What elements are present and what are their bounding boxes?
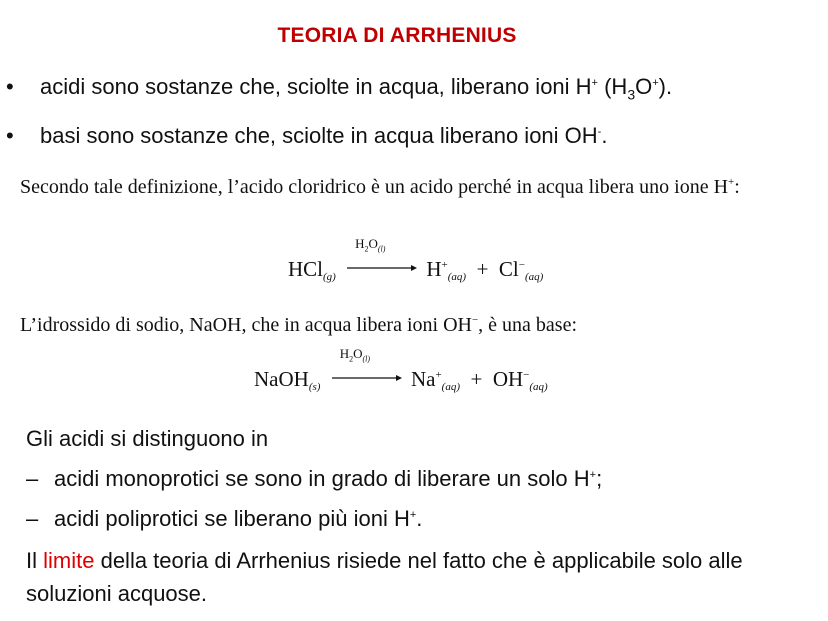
reactant: NaOH(s) (254, 367, 321, 393)
reaction-arrow (332, 346, 402, 386)
arrow-right-icon (347, 264, 417, 272)
product-2: OH−(aq) (492, 367, 548, 393)
list-item-polyprotic: – acidi poliprotici se liberano più ioni H+. (26, 506, 423, 531)
dash-marker: – (26, 466, 39, 491)
plus-sign: + (471, 257, 494, 281)
base-paragraph: L’idrossido di sodio, NaOH, che in acqua libera ioni OH−, è una base: (20, 314, 578, 336)
limit-highlight: limite (43, 548, 95, 573)
intro-paragraph: Secondo tale definizione, l’acido cloridrico è un acido perché in acqua libera uno ione H+: (20, 176, 740, 198)
arrow-label: $H_2O_{(l)}$ (355, 236, 386, 254)
reactant: HCl(g) (288, 257, 336, 283)
limit-paragraph: Il limite della teoria di Arrhenius risiede nel fatto che è applicabile solo alle soluzioni acquose. (26, 548, 743, 606)
bullet-text: acidi sono sostanze che, sciolte in acqua, liberano ioni H+ $(H_3O^+)$. (40, 74, 673, 103)
product-1: H+(aq) (426, 257, 467, 283)
equation-hcl (288, 236, 544, 283)
reaction-arrow (347, 236, 417, 276)
product-2: Cl−(aq) (498, 257, 544, 283)
list-item-monoprotic: – acidi monoprotici se sono in grado di liberare un solo H+; (26, 466, 603, 491)
product-1: Na+(aq) (410, 367, 460, 393)
bullet-marker: • (6, 123, 14, 148)
arrow-label: $H_2O_{(l)}$ (339, 346, 371, 364)
distinguish-intro: Gli acidi si distinguono in (26, 426, 269, 451)
dash-marker: – (26, 506, 39, 531)
equation-naoh (254, 346, 548, 393)
plus-sign: + (465, 367, 488, 391)
bullet-text: basi sono sostanze che, sciolte in acqua liberano ioni OH-. (40, 123, 608, 148)
bullet-marker: • (6, 74, 14, 99)
arrow-right-icon (332, 374, 402, 382)
page-title: TEORIA DI ARRHENIUS (277, 24, 517, 47)
